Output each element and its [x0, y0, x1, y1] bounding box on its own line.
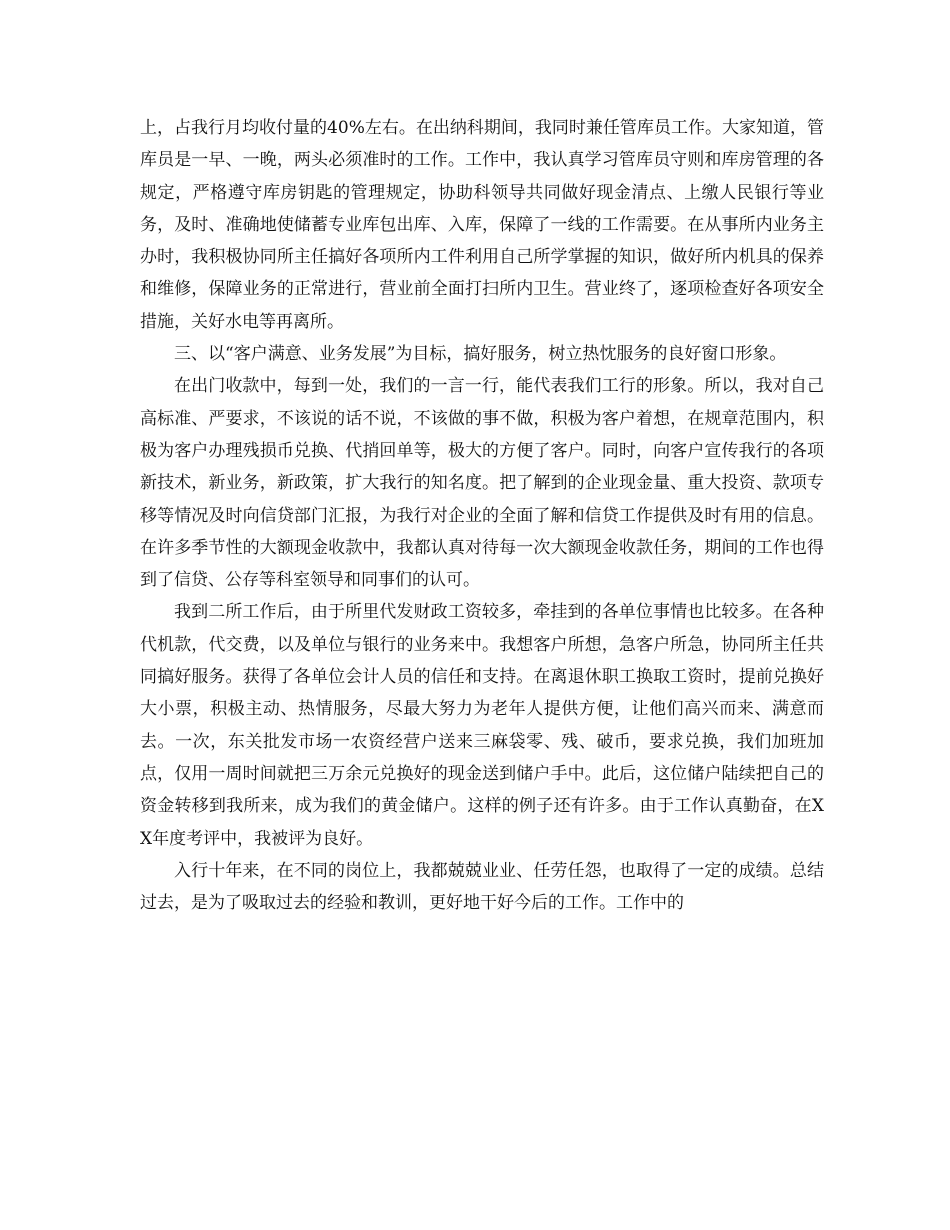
- body-text: [140, 112, 824, 919]
- paragraph-2: 三、以“客户满意、业务发展”为目标，搞好服务，树立热忱服务的良好窗口形象。: [174, 344, 787, 365]
- paragraph-4: 我到二所工作后，由于所里代发财政工资较多，牵挂到的各单位事情也比较多。在各种代机款，代交费，以及单位与银行的业务来中。我想客户所想，急客户所急，协同所主任共同搞好服务。获得了各单位会计人员的信任和支持。在离退休职工换取工资时，提前兑换好大小票，积极主动、热情服务，尽最大努力为老年人提供方便，让他们高兴而来、满意而去。一次，东关批发市场一农资经营户送来三麻袋零、残、破币，要求兑换，我们加班加点，仅用一周时间就把三万余元兑换好的现金送到储户手中。此后，这位储户陆续把自己的资金转移到我所来，成为我们的黄金储户。这样的例子还有许多。由于工作认真勤奋，在XX年度考评中，我被评为良好。: [140, 602, 824, 849]
- paragraph-1: 上，占我行月均收付量的40%左右。在出纳科期间，我同时兼任管库员工作。大家知道，管库员是一早、一晚，两头必须准时的工作。工作中，我认真学习管库员守则和库房管理的各规定，严格遵守库房钥匙的管理规定，协助科领导共同做好现金清点、上缴人民银行等业务，及时、准确地使储蓄专业库包出库、入库，保障了一线的工作需要。在从事所内业务主办时，我积极协同所主任搞好各项所内工件利用自己所学掌握的知识，做好所内机具的保养和维修，保障业务的正常进行，营业前全面打扫所内卫生。营业终了，逐项检查好各项安全措施，关好水电等再离所。: [140, 118, 824, 332]
- paragraph-3: 在出门收款中，每到一处，我们的一言一行，能代表我们工行的形象。所以，我对自己高标准、严要求，不该说的话不说，不该做的事不做，积极为客户着想，在规章范围内，积极为客户办理残损币兑换、代捎回单等，极大的方便了客户。同时，向客户宣传我行的各项新技术，新业务，新政策，扩大我行的知名度。把了解到的企业现金量、重大投资、款项专移等情况及时向信贷部门汇报，为我行对企业的全面了解和信贷工作提供及时有用的信息。在许多季节性的大额现金收款中，我都认真对待每一次大额现金收款任务，期间的工作也得到了信贷、公存等科室领导和同事们的认可。: [140, 376, 824, 591]
- paragraph-5: 入行十年来，在不同的岗位上，我都兢兢业业、任劳任怨，也取得了一定的成绩。总结过去，是为了吸取过去的经验和教训，更好地干好今后的工作。工作中的: [140, 860, 824, 914]
